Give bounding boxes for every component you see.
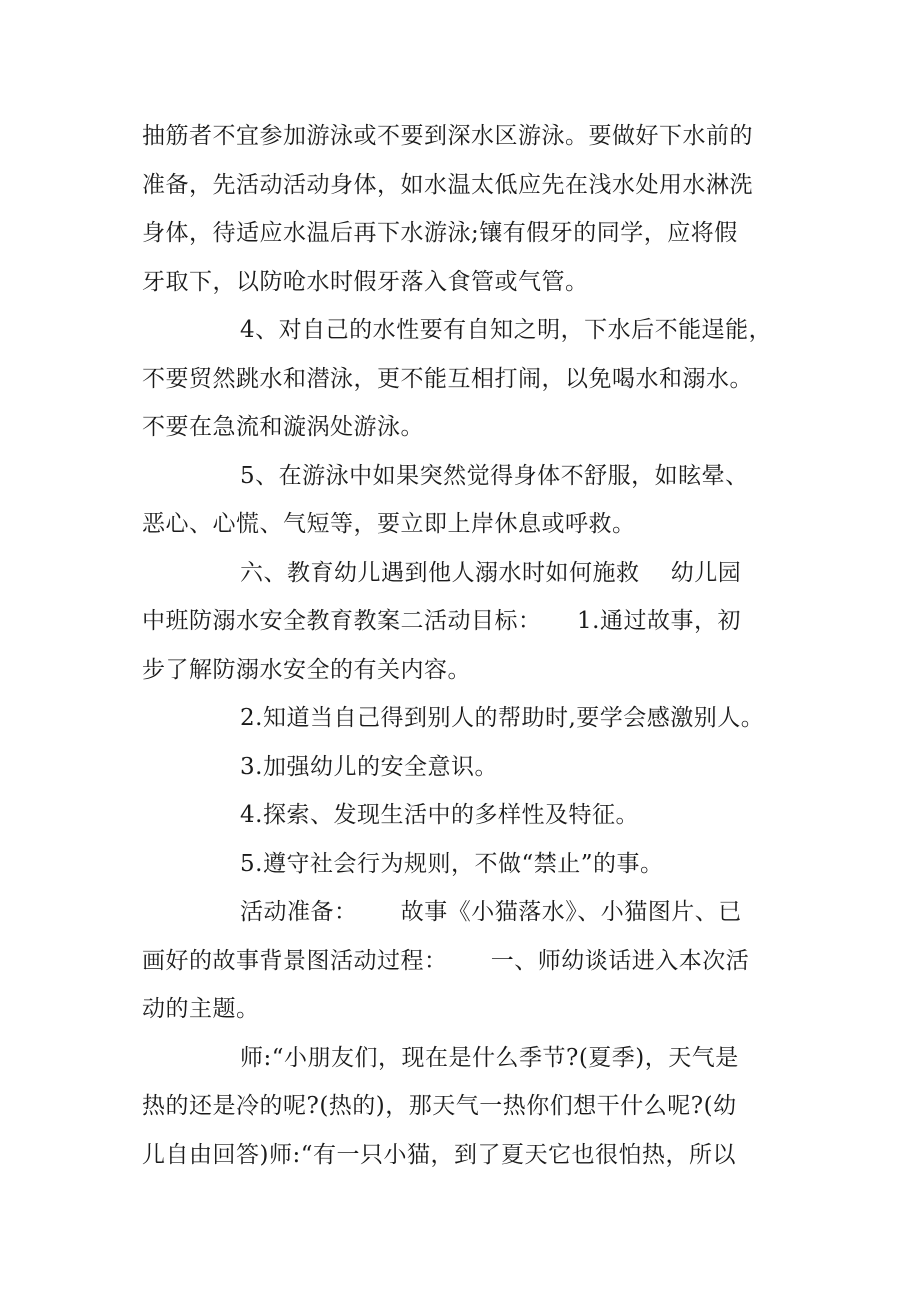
text-line: 不要在急流和漩涡处游泳。 xyxy=(142,414,424,440)
body-text xyxy=(142,112,782,1179)
text-line: 动的主题。 xyxy=(142,996,260,1022)
text-line: 抽筋者不宜参加游泳或不要到深水区游泳。要做好下水前的 xyxy=(142,123,753,149)
text-line: 5.遵守社会行为规则，不做“禁止”的事。 xyxy=(240,850,664,877)
text-line: 身体，待适应水温后再下水游泳;镶有假牙的同学，应将假 xyxy=(142,220,738,246)
text-line: 活动准备： 故事《小猫落水》、小猫图片、已 xyxy=(240,899,742,925)
text-line: 不要贸然跳水和潜泳，更不能互相打闹，以免喝水和溺水。 xyxy=(142,365,753,392)
text-line: 六、教育幼儿遇到他人溺水时如何施救 幼儿园 xyxy=(240,559,742,586)
text-line: 5、在游泳中如果突然觉得身体不舒服，如眩晕、 xyxy=(240,462,749,489)
text-line: 中班防溺水安全教育教案二活动目标： 1.通过故事，初 xyxy=(142,608,741,634)
text-line: 3.加强幼儿的安全意识。 xyxy=(240,753,498,780)
text-line: 画好的故事背景图活动过程： 一、师幼谈话进入本次活 xyxy=(142,947,750,974)
text-line: 4.探索、发现生活中的多样性及特征。 xyxy=(240,802,639,828)
text-line: 准备，先活动活动身体，如水温太低应先在浅水处用水淋洗 xyxy=(142,171,753,198)
text-line: 热的还是冷的呢?(热的)，那天气一热你们想干什么呢?(幼 xyxy=(142,1093,737,1119)
text-line: 师:“小朋友们，现在是什么季节?(夏季)，天气是 xyxy=(240,1044,739,1071)
text-line: 儿自由回答)师:“有一只小猫，到了夏天它也很怕热，所以 xyxy=(142,1141,736,1168)
text-line: 2.知道当自己得到别人的帮助时,要学会感激别人。 xyxy=(240,705,765,731)
text-line: 步了解防溺水安全的有关内容。 xyxy=(142,656,471,683)
text-line: 恶心、心慌、气短等，要立即上岸休息或呼救。 xyxy=(142,511,636,537)
text-line: 牙取下，以防呛水时假牙落入食管或气管。 xyxy=(142,268,589,295)
text-line: 4、对自己的水性要有自知之明，下水后不能逞能， xyxy=(240,317,773,343)
